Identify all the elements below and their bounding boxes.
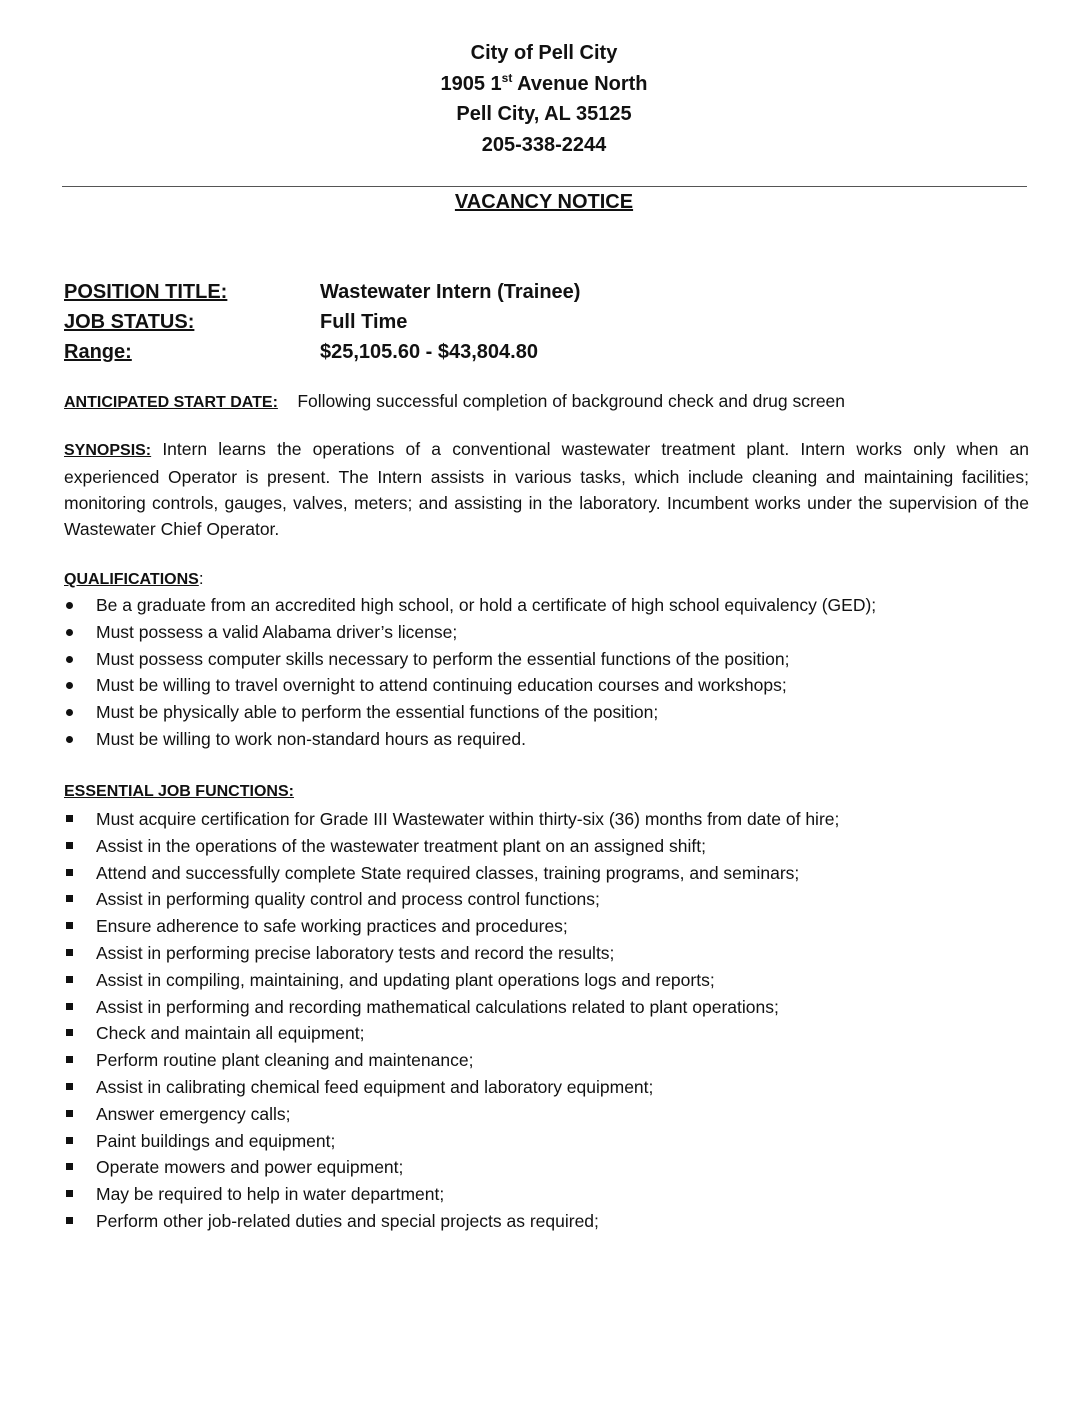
- position-title-value: Wastewater Intern (Trainee): [320, 281, 581, 303]
- synopsis-text: Intern learns the operations of a conventional wastewater treatment plant. Intern works only when an experienced Operator is present. The Intern assists in various tasks, which include cleaning and maintaining facilities; monitoring controls, gauges, valves, meters; and assisting in the laboratory. Incumbent works under the supervision of the Wastewater Chief Operator.: [64, 439, 1029, 539]
- bullet-square-icon: [66, 976, 73, 983]
- essential-functions-label: ESSENTIAL JOB FUNCTIONS:: [64, 783, 294, 800]
- list-item: Assist in performing precise laboratory tests and record the results;: [64, 940, 1029, 967]
- bullet-square-icon: [66, 1217, 73, 1224]
- bullet-square-icon: [66, 1083, 73, 1090]
- qualifications-colon: :: [198, 569, 204, 588]
- list-item: Check and maintain all equipment;: [64, 1020, 1029, 1047]
- start-date: [64, 388, 1029, 416]
- bullet-dot-icon: [66, 736, 73, 743]
- list-item: Attend and successfully complete State required classes, training programs, and seminars;: [64, 860, 1029, 887]
- job-status-label: JOB STATUS:: [64, 311, 195, 333]
- list-item: Assist in calibrating chemical feed equipment and laboratory equipment;: [64, 1074, 1029, 1101]
- position-title-row: [64, 277, 580, 307]
- pay-range-label: Range:: [64, 341, 132, 363]
- list-item: Must be physically able to perform the essential functions of the position;: [64, 699, 1029, 726]
- address-number: 1905 1: [440, 72, 502, 95]
- job-status-row: [64, 307, 580, 337]
- list-item: Be a graduate from an accredited high school, or hold a certificate of high school equivalency (GED);: [64, 592, 1029, 619]
- list-item: Answer emergency calls;: [64, 1101, 1029, 1128]
- street-address: [0, 69, 1088, 100]
- bullet-square-icon: [66, 815, 73, 822]
- list-item: Must possess computer skills necessary to perform the essential functions of the position;: [64, 646, 1029, 673]
- bullet-square-icon: [66, 1003, 73, 1010]
- essential-functions-list: [64, 806, 1029, 1235]
- bullet-square-icon: [66, 842, 73, 849]
- list-item: Assist in the operations of the wastewater treatment plant on an assigned shift;: [64, 833, 1029, 860]
- list-item: Assist in performing quality control and process control functions;: [64, 886, 1029, 913]
- list-item: May be required to help in water department;: [64, 1181, 1029, 1208]
- qualifications-list: [64, 592, 1029, 753]
- bullet-dot-icon: [66, 602, 73, 609]
- bullet-dot-icon: [66, 656, 73, 663]
- bullet-square-icon: [66, 895, 73, 902]
- pay-range-value: $25,105.60 - $43,804.80: [320, 341, 538, 363]
- bullet-square-icon: [66, 1029, 73, 1036]
- position-title-label: POSITION TITLE:: [64, 281, 228, 303]
- list-item: Ensure adherence to safe working practices and procedures;: [64, 913, 1029, 940]
- qualifications-heading: [64, 566, 204, 593]
- list-item: Perform other job-related duties and special projects as required;: [64, 1208, 1029, 1235]
- bullet-dot-icon: [66, 629, 73, 636]
- bullet-dot-icon: [66, 682, 73, 689]
- synopsis-label: SYNOPSIS:: [64, 442, 152, 459]
- bullet-square-icon: [66, 922, 73, 929]
- bullet-square-icon: [66, 1190, 73, 1197]
- bullet-square-icon: [66, 1110, 73, 1117]
- phone-number: 205-338-2244: [481, 133, 607, 156]
- bullet-dot-icon: [66, 709, 73, 716]
- letterhead: [0, 38, 1088, 160]
- list-item: Assist in performing and recording mathematical calculations related to plant operations;: [64, 994, 1029, 1021]
- bullet-square-icon: [66, 1163, 73, 1170]
- address-street: Avenue North: [512, 72, 648, 95]
- position-info: [64, 277, 580, 367]
- bullet-square-icon: [66, 1137, 73, 1144]
- list-item: Must be willing to work non-standard hours as required.: [64, 726, 1029, 753]
- list-item: Must be willing to travel overnight to attend continuing education courses and workshops;: [64, 672, 1029, 699]
- header-divider: [62, 186, 1027, 187]
- start-date-label: ANTICIPATED START DATE:: [64, 394, 278, 411]
- list-item: Must acquire certification for Grade III Wastewater within thirty-six (36) months from date of hire;: [64, 806, 1029, 833]
- list-item: Operate mowers and power equipment;: [64, 1154, 1029, 1181]
- list-item: Paint buildings and equipment;: [64, 1128, 1029, 1155]
- essential-functions-heading: [64, 778, 294, 805]
- list-item: Must possess a valid Alabama driver’s license;: [64, 619, 1029, 646]
- list-item: Perform routine plant cleaning and maintenance;: [64, 1047, 1029, 1074]
- bullet-square-icon: [66, 1056, 73, 1063]
- bullet-square-icon: [66, 869, 73, 876]
- bullet-square-icon: [66, 949, 73, 956]
- job-status-value: Full Time: [320, 311, 408, 333]
- synopsis: [64, 436, 1029, 542]
- notice-title: VACANCY NOTICE: [454, 191, 634, 213]
- city-state-zip: Pell City, AL 35125: [456, 103, 632, 125]
- start-date-value: Following successful completion of background check and drug screen: [297, 391, 846, 411]
- address-ordinal-suffix: st: [501, 70, 513, 85]
- list-item: Assist in compiling, maintaining, and updating plant operations logs and reports;: [64, 967, 1029, 994]
- pay-range-row: [64, 337, 580, 367]
- qualifications-label: QUALIFICATIONS: [64, 571, 199, 588]
- city-name: City of Pell City: [470, 42, 618, 64]
